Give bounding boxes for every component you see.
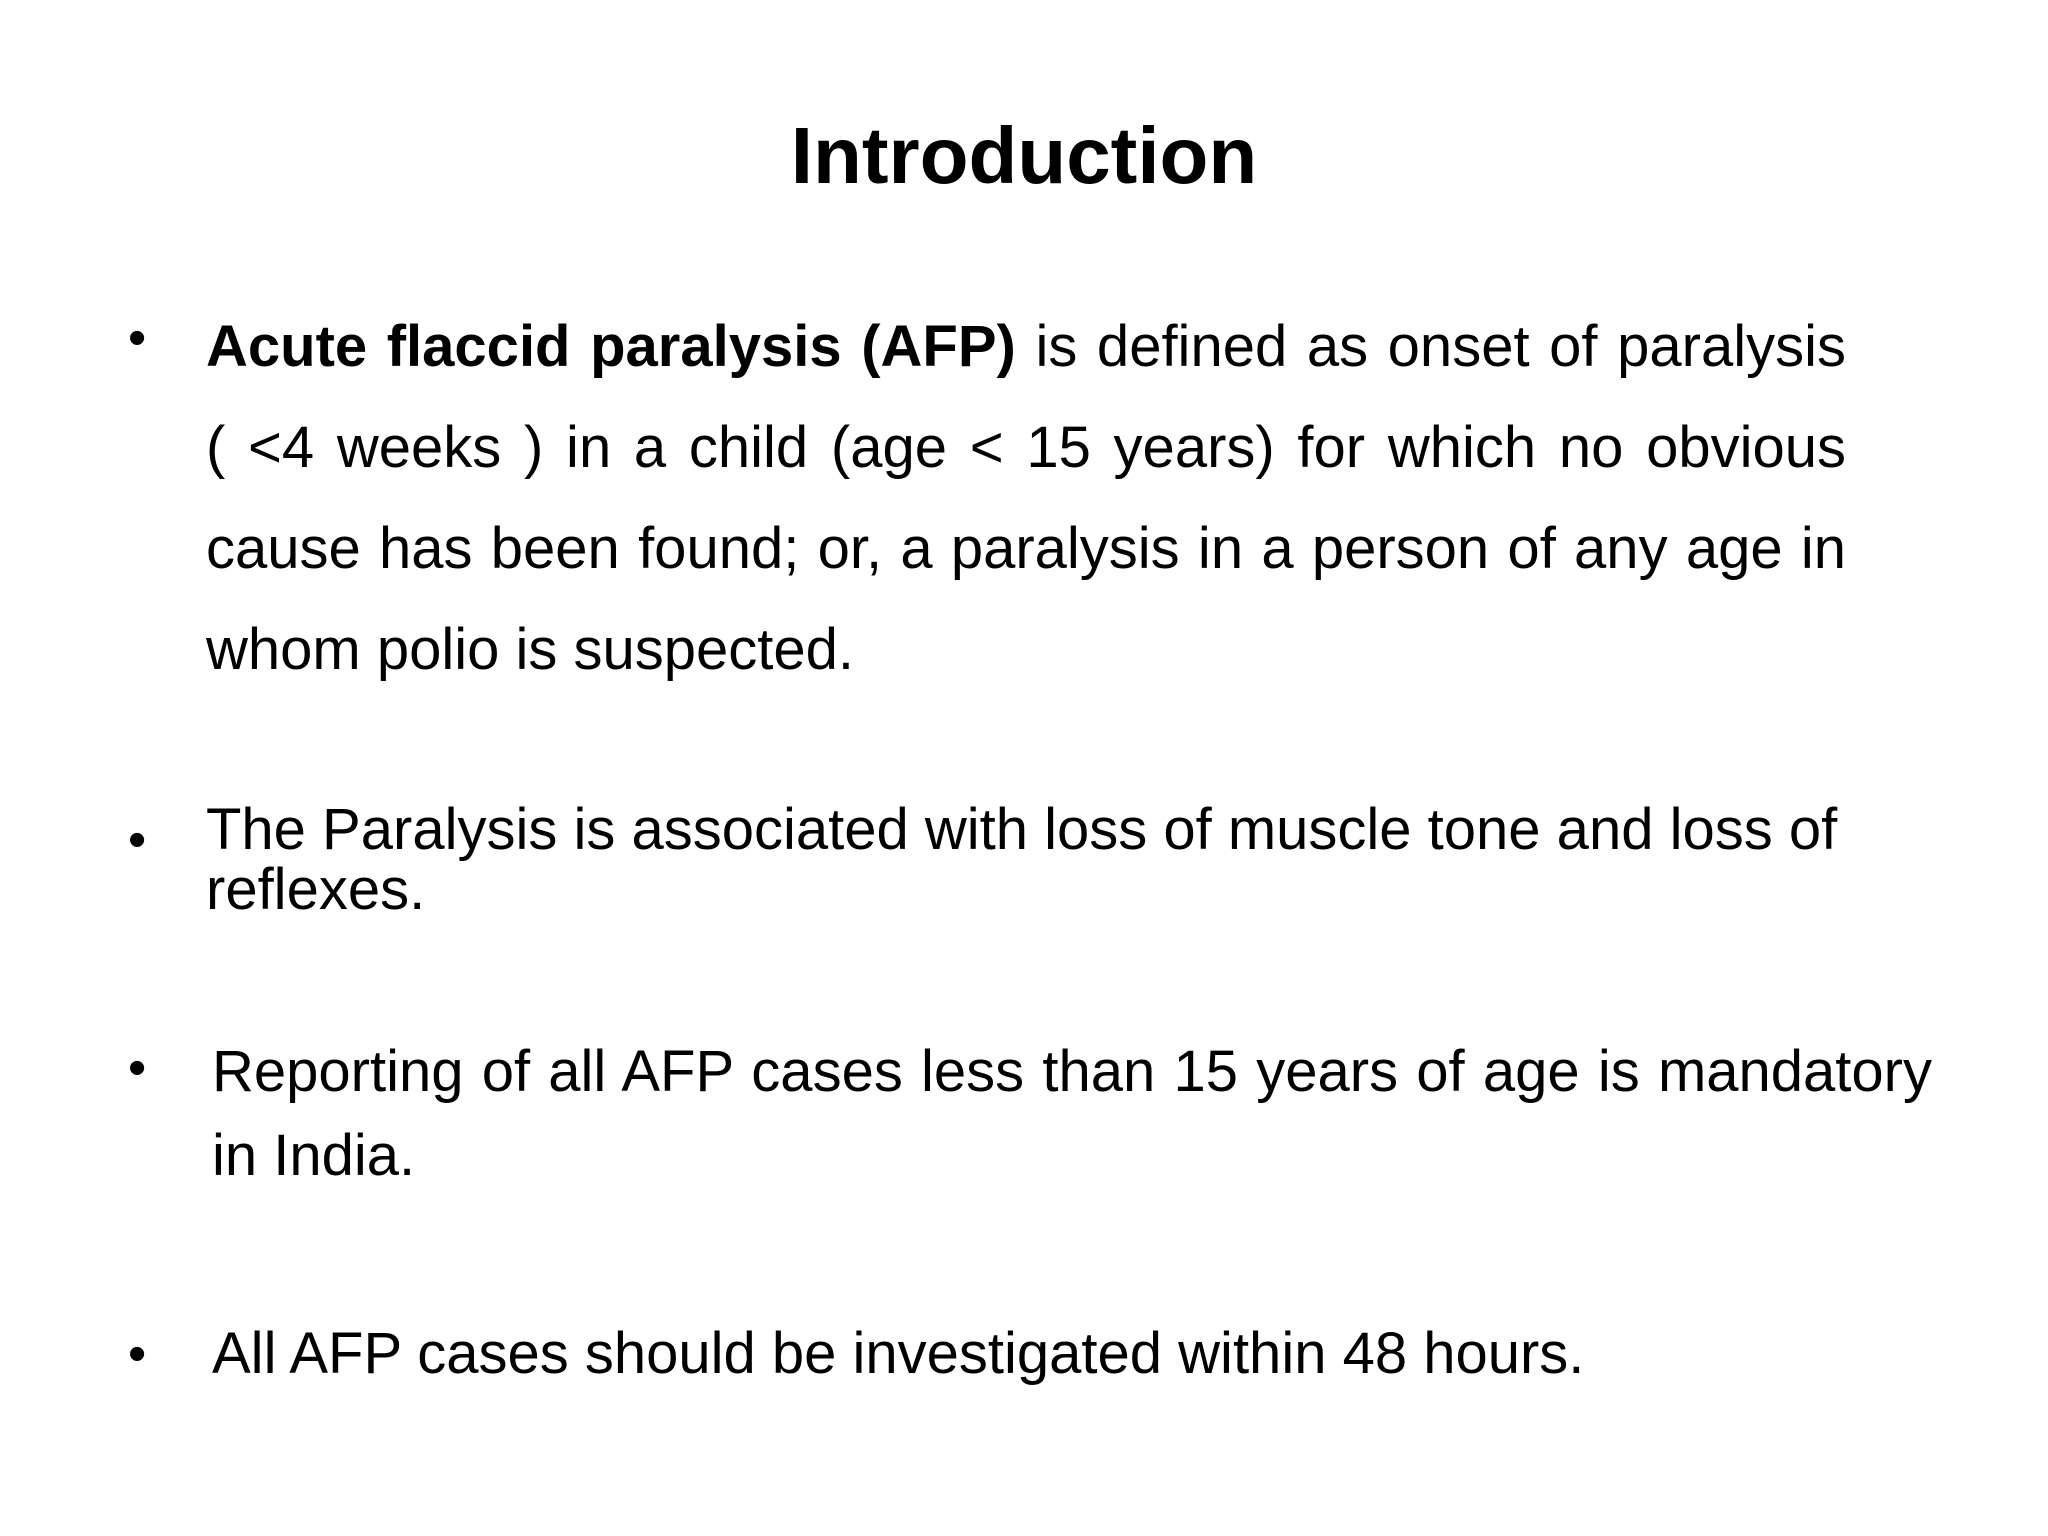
bullet-text bbox=[206, 296, 1846, 700]
bullet-bold-lead: Acute flaccid paralysis (AFP) bbox=[206, 314, 1016, 379]
bullet-text: The Paralysis is associated with loss of muscle tone and loss of reflexes. bbox=[206, 797, 1838, 922]
bullet-text: Reporting of all AFP cases less than 15 years of age is mandatory in India. bbox=[212, 1039, 1932, 1188]
slide-title: Introduction bbox=[790, 111, 1258, 200]
bullet-body: is defined as onset of paralysis ( <4 weeks ) in a child (age < 15 years) for which no obvious cause has been found; or, a paralysis in a person of any age in whom polio is suspected. bbox=[206, 314, 1846, 682]
bullet-icon: • bbox=[128, 309, 147, 367]
bullet-icon: • bbox=[128, 811, 147, 869]
bullet-icon: • bbox=[128, 1039, 147, 1097]
bullet-icon: • bbox=[128, 1325, 147, 1383]
bullet-text: All AFP cases should be investigated within 48 hours. bbox=[212, 1321, 1585, 1386]
